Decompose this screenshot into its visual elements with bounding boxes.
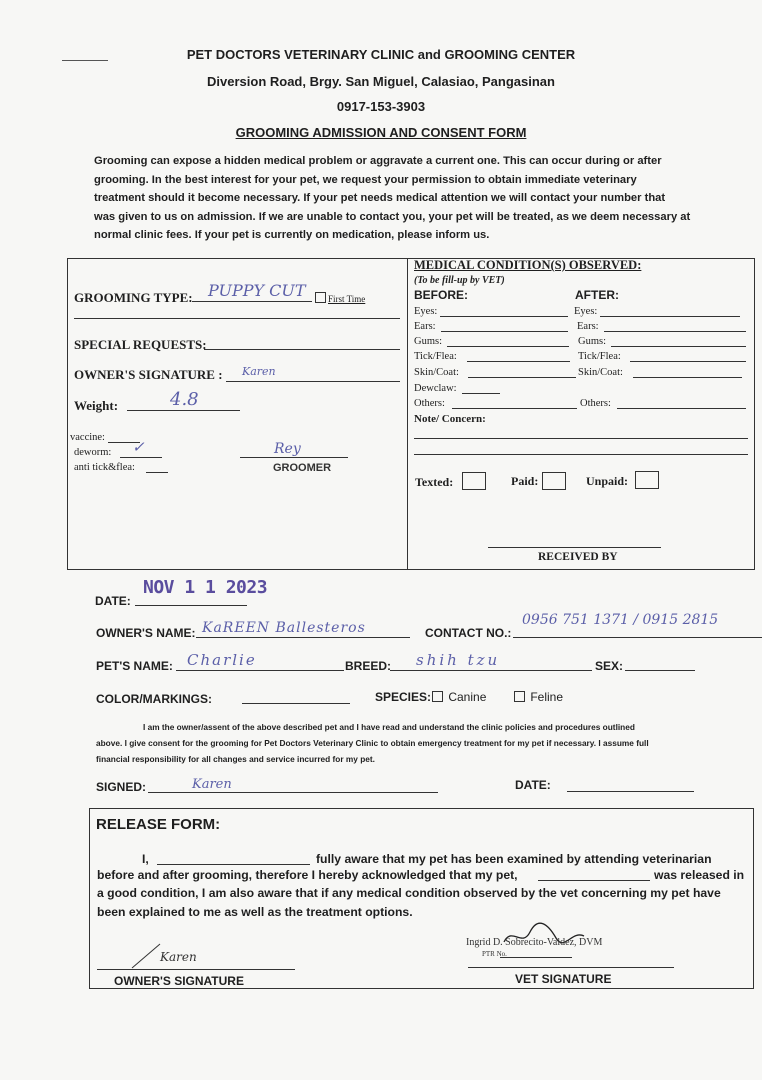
texted-checkbox[interactable]	[462, 472, 486, 490]
before-dewclaw-line[interactable]	[462, 393, 500, 394]
sex-label: SEX:	[595, 659, 624, 673]
contact-value[interactable]: 0956 751 1371 / 0915 2815	[522, 612, 719, 628]
before-eyes-line[interactable]	[440, 316, 568, 317]
breed-value[interactable]: shih tzu	[416, 651, 501, 669]
breed-label: BREED:	[345, 659, 392, 673]
release-owner-signature-label: OWNER'S SIGNATURE	[114, 974, 244, 988]
anti-tick-label: anti tick&flea:	[74, 462, 135, 473]
deworm-line	[120, 457, 162, 458]
texted-label: Texted:	[415, 475, 454, 489]
color-line[interactable]	[242, 703, 350, 704]
after-eyes: Eyes:	[574, 306, 598, 317]
species-label: SPECIES:	[375, 690, 432, 704]
after-skin-coat-line[interactable]	[633, 377, 742, 378]
consent-paragraph	[96, 719, 708, 767]
grooming-type-value[interactable]: PUPPY CUT	[208, 281, 306, 300]
release-line2-end: was released in	[654, 868, 745, 882]
anti-tick-line[interactable]	[146, 472, 168, 473]
signed-label: SIGNED:	[96, 780, 147, 794]
after-label: AFTER:	[575, 288, 619, 302]
before-ears-line[interactable]	[441, 331, 568, 332]
intro-line: Grooming can expose a hidden medical problem or aggravate a current one. This can occur during or after	[94, 155, 662, 167]
intro-line: normal clinic fees. If your pet is currently on medication, please inform us.	[94, 229, 490, 241]
special-requests-label: SPECIAL REQUESTS:	[74, 337, 207, 352]
before-ears: Ears:	[414, 321, 436, 332]
vet-signature-line[interactable]	[468, 967, 674, 968]
owner-name-value[interactable]: KaREEN Ballesteros	[202, 620, 366, 636]
before-gums: Gums:	[414, 336, 443, 347]
consent-line: financial responsibility for all changes and service incurred for my pet.	[96, 754, 375, 764]
signed-value: Karen	[192, 777, 232, 792]
form-title: GROOMING ADMISSION AND CONSENT FORM	[235, 125, 527, 140]
grooming-type-line	[192, 301, 312, 302]
intro-line: grooming. In the best interest for your pet, we request your permission to obtain immediate veterinary	[94, 173, 637, 186]
contact-line	[513, 637, 762, 638]
special-requests-line[interactable]	[204, 349, 400, 350]
received-by-line[interactable]	[488, 547, 661, 548]
ptr-label: PTR No.	[482, 950, 507, 958]
after-eyes-line[interactable]	[600, 316, 740, 317]
consent-date-label: DATE:	[515, 778, 551, 792]
intro-line: treatment should it become necessary. If your pet needs medical attention we will contact your number that	[94, 192, 666, 204]
clinic-address: Diversion Road, Brgy. San Miguel, Calasiao, Pangasinan	[207, 74, 555, 89]
date-label: DATE:	[95, 594, 131, 608]
unpaid-label: Unpaid:	[586, 474, 629, 488]
note-label: Note/ Concern:	[414, 413, 486, 425]
breed-line	[390, 670, 592, 671]
deworm-label: deworm:	[74, 447, 112, 458]
groomer-line	[240, 457, 348, 458]
canine-option[interactable]	[432, 690, 486, 704]
after-tick-flea-line[interactable]	[630, 361, 746, 362]
feline-checkbox[interactable]	[514, 691, 525, 702]
before-skin-coat-line[interactable]	[468, 377, 576, 378]
owner-signature-line[interactable]	[226, 381, 400, 382]
release-owner-signature-value: Karen	[160, 950, 197, 964]
stray-mark	[62, 60, 108, 61]
medical-title: MEDICAL CONDITION(S) OBSERVED:	[414, 258, 642, 272]
groomer-signature: Rey	[274, 441, 301, 457]
release-pet-name-line[interactable]	[538, 880, 650, 881]
intro-paragraph	[94, 152, 706, 245]
after-gums: Gums:	[578, 336, 607, 347]
clinic-phone: 0917-153-3903	[336, 99, 426, 114]
owner-name-label: OWNER'S NAME:	[96, 626, 196, 640]
before-eyes: Eyes:	[414, 306, 438, 317]
ptr-line[interactable]	[500, 957, 572, 958]
pet-name-value[interactable]: Charlie	[187, 651, 257, 669]
before-others-line[interactable]	[452, 408, 577, 409]
deworm-check-value[interactable]: ✓	[132, 438, 145, 456]
medical-subtitle: (To be fill-up by VET)	[414, 275, 505, 286]
release-i: I,	[142, 852, 149, 866]
after-ears: Ears:	[577, 321, 599, 332]
feline-option[interactable]	[514, 690, 563, 704]
received-by-label: RECEIVED BY	[538, 551, 618, 563]
sex-line[interactable]	[625, 670, 695, 671]
canine-label: Canine	[448, 690, 487, 704]
note-line-2[interactable]	[414, 454, 748, 455]
groomer-label: GROOMER	[273, 462, 332, 474]
before-tick-flea: Tick/Flea:	[414, 351, 457, 362]
paid-checkbox[interactable]	[542, 472, 566, 490]
before-gums-line[interactable]	[447, 346, 569, 347]
note-line-1[interactable]	[414, 438, 748, 439]
after-ears-line[interactable]	[604, 331, 746, 332]
vet-name: Ingrid D. Sobrecito-Valdez, DVM	[466, 937, 603, 948]
before-skin-coat: Skin/Coat:	[414, 367, 459, 378]
before-dewclaw: Dewclaw:	[414, 383, 457, 394]
after-tick-flea: Tick/Flea:	[578, 351, 621, 362]
first-time-label: First Time	[328, 294, 366, 304]
pet-name-line	[176, 670, 344, 671]
release-line4: been explained to me as well as the treatment options.	[97, 905, 413, 919]
date-stamp: NOV 1 1 2023	[143, 577, 268, 598]
owner-name-line	[196, 637, 410, 638]
unpaid-checkbox[interactable]	[635, 471, 659, 489]
vaccine-label: vaccine:	[70, 432, 105, 443]
weight-value[interactable]: 4.8	[170, 389, 199, 410]
before-tick-flea-line[interactable]	[467, 361, 570, 362]
date-line[interactable]	[135, 605, 247, 606]
owner-signature-value: Karen	[242, 365, 276, 378]
before-others: Others:	[414, 398, 445, 409]
after-others-line[interactable]	[617, 408, 746, 409]
release-line1: fully aware that my pet has been examined by attending veterinarian	[316, 852, 712, 866]
before-label: BEFORE:	[414, 288, 468, 302]
intro-line: was given to us on admission. If we are unable to contact you, your pet will be treated, as we deem necessary at	[94, 210, 691, 223]
release-owner-signature-line[interactable]	[97, 969, 295, 970]
after-others: Others:	[580, 398, 611, 409]
release-line3: a good condition, I am also aware that if any medical condition observed by the vet concerning my pet have	[97, 886, 721, 900]
consent-date-line[interactable]	[567, 791, 694, 792]
after-skin-coat: Skin/Coat:	[578, 367, 623, 378]
release-title: RELEASE FORM:	[96, 816, 221, 833]
contact-label: CONTACT NO.:	[425, 626, 512, 640]
signed-line[interactable]	[148, 792, 438, 793]
owner-signature-label: OWNER'S SIGNATURE :	[74, 367, 223, 382]
after-gums-line[interactable]	[611, 346, 746, 347]
feline-label: Feline	[530, 690, 564, 704]
paid-label: Paid:	[511, 474, 539, 488]
panel-divider	[407, 258, 408, 569]
weight-label: Weight:	[74, 398, 119, 413]
release-line2: before and after grooming, therefore I hereby acknowledged that my pet,	[97, 868, 518, 882]
grooming-type-line-2	[74, 318, 400, 319]
weight-line	[127, 410, 240, 411]
canine-checkbox[interactable]	[432, 691, 443, 702]
first-time-checkbox[interactable]	[315, 292, 365, 304]
checkbox-icon[interactable]	[315, 292, 326, 303]
clinic-name: PET DOCTORS VETERINARY CLINIC and GROOMING CENTER	[186, 47, 576, 62]
consent-line: I am the owner/assent of the above described pet and I have read and understand the clinic policies and procedures outlined	[143, 722, 635, 732]
grooming-type-label: GROOMING TYPE:	[74, 290, 193, 305]
consent-line: above. I give consent for the grooming for Pet Doctors Veterinary Clinic to obtain emergency treatment for my pet if necessary. I assume full	[96, 738, 649, 748]
vet-signature-label: VET SIGNATURE	[515, 972, 612, 986]
pet-name-label: PET'S NAME:	[96, 659, 173, 673]
color-label: COLOR/MARKINGS:	[96, 692, 212, 706]
release-owner-name-line[interactable]	[157, 864, 310, 865]
